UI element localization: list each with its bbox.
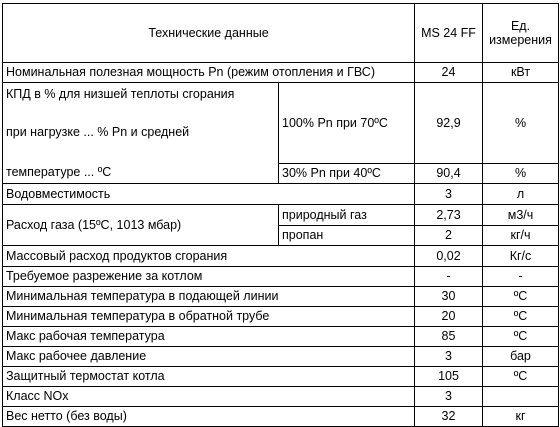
row-value: 90,4 xyxy=(415,164,483,184)
row-unit: кг/ч xyxy=(483,226,559,246)
row-value: 92,9 xyxy=(415,83,483,164)
table-row-kpd-100 xyxy=(3,83,559,164)
row-value: 32 xyxy=(415,407,483,427)
row-unit: л xyxy=(483,184,559,205)
row-unit: ºС xyxy=(483,287,559,307)
row-unit: кг xyxy=(483,407,559,427)
header-unit-line1: Ед. xyxy=(510,18,531,33)
row-value: 24 xyxy=(415,63,483,83)
row-label: Минимальная температура в подающей линии xyxy=(3,287,415,307)
row-unit: - xyxy=(483,267,559,287)
table-row-water-volume xyxy=(3,184,559,205)
row-label: Водовместимость xyxy=(3,184,415,205)
table-row-gas-natural xyxy=(3,205,559,226)
table-row-max-work-temp xyxy=(3,327,559,347)
row-sublabel: 100% Pn при 70ºС xyxy=(279,83,415,164)
row-label: Минимальная температура в обратной трубе xyxy=(3,307,415,327)
row-label: Макс рабочее давление xyxy=(3,347,415,367)
table-row-net-weight xyxy=(3,407,559,427)
row-unit: м3/ч xyxy=(483,205,559,226)
row-unit: % xyxy=(483,164,559,184)
table-row-safety-thermostat xyxy=(3,367,559,387)
row-label: Защитный термостат котла xyxy=(3,367,415,387)
row-value: 3 xyxy=(415,347,483,367)
row-unit: ºС xyxy=(483,307,559,327)
row-unit: % xyxy=(483,83,559,164)
table-row-max-work-pressure xyxy=(3,347,559,367)
row-value: 20 xyxy=(415,307,483,327)
row-unit xyxy=(483,387,559,407)
table-row-nox-class xyxy=(3,387,559,407)
row-label: Вес нетто (без воды) xyxy=(3,407,415,427)
table-row-min-return-temp xyxy=(3,307,559,327)
header-unit xyxy=(483,4,559,63)
row-unit: кВт xyxy=(483,63,559,83)
row-value: 3 xyxy=(415,184,483,205)
row-unit: бар xyxy=(483,347,559,367)
row-unit: Кг/с xyxy=(483,246,559,267)
row-unit: ºС xyxy=(483,367,559,387)
row-sublabel: пропан xyxy=(279,226,415,246)
row-label: Требуемое разрежение за котлом xyxy=(3,267,415,287)
kpd-label-line2: при нагрузке ... % Pn и средней xyxy=(6,124,190,139)
header-model: MS 24 FF xyxy=(415,4,483,63)
row-value: 0,02 xyxy=(415,246,483,267)
row-value: 85 xyxy=(415,327,483,347)
table-row-draft xyxy=(3,267,559,287)
header-unit-line2: измерения xyxy=(489,33,552,47)
row-label: Массовый расход продуктов сгорания xyxy=(3,246,415,267)
table-row-power xyxy=(3,63,559,83)
header-row xyxy=(3,4,559,63)
row-value: 105 xyxy=(415,367,483,387)
row-label: Номинальная полезная мощность Pn (режим отопления и ГВС) xyxy=(3,63,415,83)
row-value: 30 xyxy=(415,287,483,307)
row-value: 2 xyxy=(415,226,483,246)
gas-flow-label: Расход газа (15ºС, 1013 мбар) xyxy=(3,205,279,246)
row-label: Макс рабочая температура xyxy=(3,327,415,347)
kpd-label-cell xyxy=(3,83,279,184)
row-value: - xyxy=(415,267,483,287)
tech-data-table xyxy=(2,3,559,427)
header-param: Технические данные xyxy=(3,4,415,63)
row-value: 2,73 xyxy=(415,205,483,226)
row-sublabel: 30% Pn при 40ºС xyxy=(279,164,415,184)
kpd-label-line3: температуре ... ºС xyxy=(6,164,112,179)
row-label: Класс NOx xyxy=(3,387,415,407)
row-sublabel: природный газ xyxy=(279,205,415,226)
kpd-label-line1: КПД в % для низшей теплоты сгорания xyxy=(6,86,235,101)
table-row-mass-flow xyxy=(3,246,559,267)
row-value: 3 xyxy=(415,387,483,407)
table-row-min-supply-temp xyxy=(3,287,559,307)
row-unit: ºС xyxy=(483,327,559,347)
